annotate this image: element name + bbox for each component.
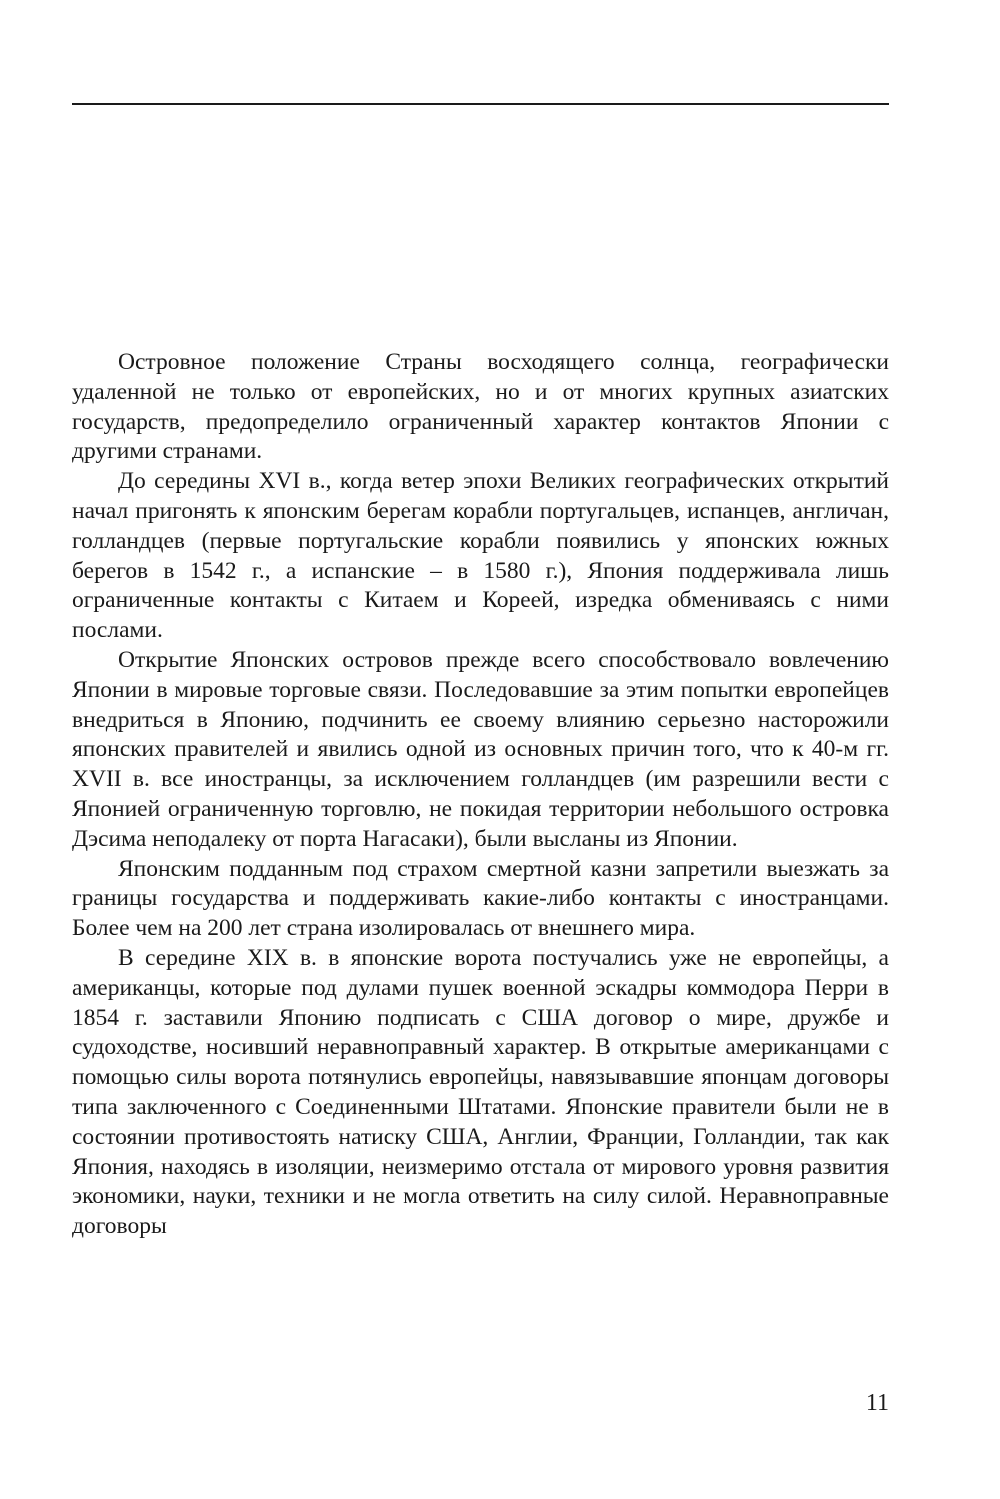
paragraph: Островное положение Страны восходящего солнца, географически удаленной не только от европейских, но и от многих крупных азиатских государств, предопределило ограниченный характер контактов Японии с другими странами. [72, 349, 889, 465]
paragraph: Японским подданным под страхом смертной казни запретили выезжать за границы государства и поддерживать какие-либо контакты с иностранцами. Более чем на 200 лет страна изолировалась от внешнего мира. [72, 855, 889, 942]
header-rule [72, 103, 889, 105]
body-text [72, 348, 889, 1242]
paragraph: Открытие Японских островов прежде всего способствовало вовлечению Японии в мировые торговые связи. Последовавшие за этим попытки европейцев внедриться в Японию, подчинить ее своему влиянию серьезно насторожили японских правителей и явились одной из основных причин того, что к 40-м гг. XVII в. все иностранцы, за исключением голландцев (им разрешили вести с Японией ограниченную торговлю, не покидая территории небольшого островка Дэсима неподалеку от порта Нагасаки), были высланы из Японии. [72, 646, 889, 852]
page-number: 11 [865, 1390, 889, 1416]
paragraph: До середины XVI в., когда ветер эпохи Великих географических открытий начал пригонять к японским берегам корабли португальцев, испанцев, англичан, голландцев (первые португальские корабли появились у японских южных берегов в 1542 г., а испанские – в 1580 г.), Япония поддерживала лишь ограниченные контакты с Китаем и Кореей, изредка обмениваясь с ними послами. [72, 468, 889, 644]
paragraph: В середине XIX в. в японские ворота постучались уже не европейцы, а американцы, которые под дулами пушек военной эскадры коммодора Перри в 1854 г. заставили Японию подписать с США договор о мире, дружбе и судоходстве, носивший неравноправный характер. В открытые американцами с помощью силы ворота потянулись европейцы, навязывавшие японцам договоры типа заключенного с Соединенными Штатами. Японские правители были не в состоянии противостоять натиску США, Англии, Франции, Голландии, так как Япония, находясь в изоляции, неизмеримо отстала от мирового уровня развития экономики, науки, техники и не могла ответить на силу силой. Неравноправные договоры [72, 944, 889, 1240]
